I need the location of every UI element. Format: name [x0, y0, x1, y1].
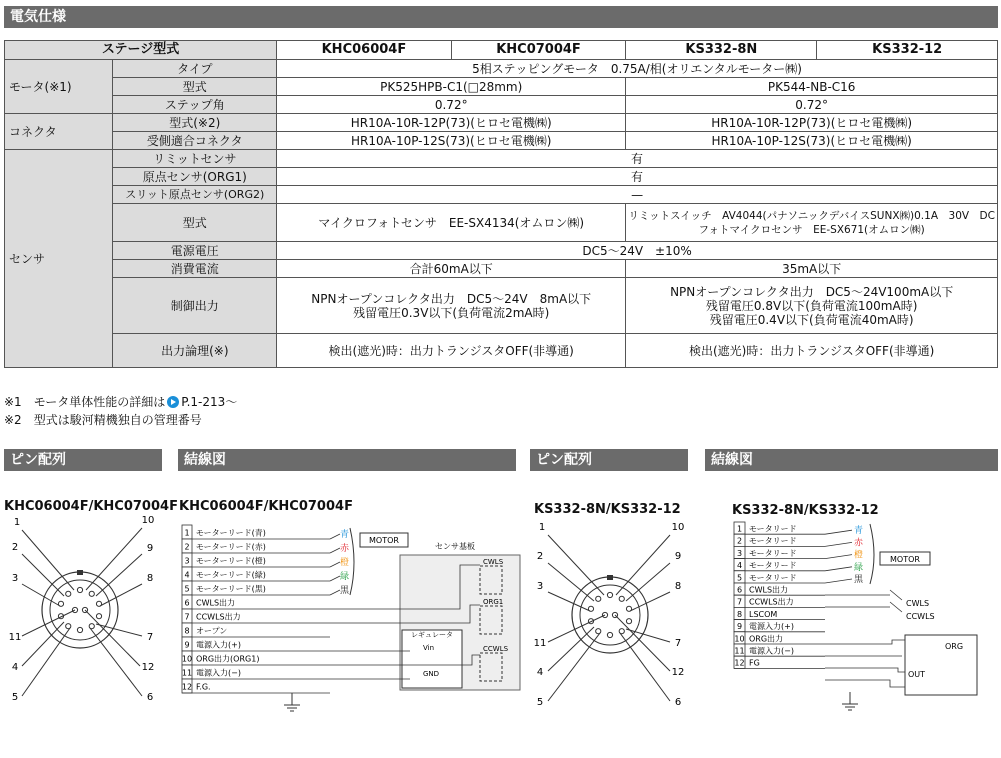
row-label: 受側適合コネクタ	[113, 132, 277, 150]
motor-bracket	[350, 528, 354, 595]
wire-color-label: 青	[340, 530, 350, 540]
cell-value: HR10A-10P-12S(73)(ヒロセ電機㈱)	[277, 132, 626, 150]
table-row	[5, 260, 998, 278]
wire-label: ORG出力	[749, 634, 784, 644]
row-label: 原点センサ(ORG1)	[113, 168, 277, 186]
pin-number-label: 3	[11, 573, 19, 584]
cell-value: PK544-NB-C16	[626, 78, 998, 96]
pin-number-label: 3	[536, 581, 544, 592]
wire-color-label: 橙	[340, 558, 350, 568]
cell-value: 35mA以下	[626, 260, 998, 278]
row-label: リミットセンサ	[113, 150, 277, 168]
pin-hole	[77, 587, 82, 592]
wire-number: 8	[736, 609, 743, 619]
wire-label: モータリード	[749, 536, 797, 546]
row-label: スリット原点センサ(ORG2)	[113, 186, 277, 204]
org-routes	[825, 640, 905, 687]
connector-key	[607, 575, 613, 580]
pin-number-label: 1	[13, 517, 21, 528]
cell-value: 合計60mA以下	[277, 260, 626, 278]
wire-color-label: 橙	[854, 550, 864, 561]
motor-bracket	[870, 524, 874, 584]
ground-icon	[284, 693, 300, 711]
cwls-label: CWLS	[483, 558, 504, 566]
pin-hole	[596, 596, 601, 601]
pin-number-label: 2	[11, 542, 19, 553]
pin-number-label: 7	[674, 638, 682, 649]
connector-outer-ring	[572, 577, 648, 653]
table-row	[5, 278, 998, 334]
pin-hole	[607, 632, 612, 637]
pin-number-label: 8	[674, 581, 682, 592]
wire-bend	[330, 548, 340, 553]
wire-number: 10	[181, 654, 193, 664]
pin-hole	[66, 591, 71, 596]
cell-value: 検出(遮光)時：出力トランジスタOFF(非導通)	[626, 334, 998, 368]
model-header: KHC06004F	[277, 41, 452, 60]
cell-value-multiline	[626, 204, 998, 242]
wire-number: 1	[184, 528, 190, 538]
table-row	[5, 186, 998, 204]
cell-value: 有	[277, 168, 998, 186]
wire-number: 9	[736, 622, 743, 632]
wire-label: CWLS出力	[749, 585, 789, 595]
row-label: タイプ	[113, 60, 277, 78]
wire-color-label: 赤	[854, 538, 864, 549]
wiring-model-right: KS332-8N/KS332-12	[732, 503, 879, 518]
wiring-header-left	[178, 449, 516, 471]
pin-number-label: 4	[11, 662, 19, 673]
wire-label: モーターリード(赤)	[196, 542, 266, 552]
cell-value: 5相ステッピングモータ 0.75A/相(オリエンタルモーター㈱)	[277, 60, 998, 78]
ground-icon	[842, 692, 858, 710]
wire-bend	[330, 534, 340, 539]
pin-hole	[619, 629, 624, 634]
cell-line: 残留電圧0.8V以下(負荷電流100mA時)	[705, 298, 918, 313]
table-row	[5, 204, 998, 242]
pin-leader-line	[620, 633, 670, 701]
stage-model-header: ステージ型式	[5, 41, 277, 60]
page-ref-link[interactable]: P.1-213〜	[181, 395, 238, 409]
wire-bend	[825, 542, 852, 546]
pin-hole	[626, 619, 631, 624]
wire-label: オープン	[196, 626, 228, 636]
cell-line: 残留電圧0.3V以下(負荷電流2mA時)	[353, 305, 550, 320]
pin-hole	[619, 596, 624, 601]
pin-hole	[66, 624, 71, 629]
org-sensor-box	[905, 635, 977, 695]
pin-leader-line	[96, 554, 142, 596]
pin-leader-line	[615, 615, 670, 671]
wire-bend	[825, 567, 852, 571]
pin-leader-line	[22, 622, 64, 666]
pin-leader-line	[90, 628, 142, 696]
row-label: 型式(※2)	[113, 114, 277, 132]
cell-value: —	[277, 186, 998, 204]
wire-label: FG	[749, 658, 760, 668]
pin-number-label: 10	[671, 522, 685, 533]
pin-hole	[96, 614, 101, 619]
table-row	[5, 334, 998, 368]
cell-value-multiline	[277, 278, 626, 334]
cell-value-multiline	[626, 278, 998, 334]
motor-label: MOTOR	[890, 555, 920, 564]
pin-hole	[596, 629, 601, 634]
pin-hole	[77, 627, 82, 632]
wire-bend	[825, 579, 852, 583]
table-row	[5, 150, 998, 168]
row-label: 出力論理(※)	[113, 334, 277, 368]
header-text: 結線図	[711, 452, 753, 468]
out-label: OUT	[908, 670, 926, 679]
cell-line: フォトマイクロセンサ EE-SX671(オムロン㈱)	[698, 223, 925, 236]
pin-number-label: 10	[141, 515, 155, 526]
wiring-header-right	[705, 449, 998, 471]
wire-number: 1	[736, 524, 743, 534]
pin-number-label: 12	[671, 667, 685, 678]
wire-color-label: 黒	[854, 575, 864, 585]
section-title: 電気仕様	[10, 9, 66, 25]
cell-line: NPNオープンコレクタ出力 DC5〜24V 8mA以下	[311, 291, 592, 306]
wire-label: モーターリード(橙)	[196, 556, 266, 566]
wire-number: 11	[734, 646, 745, 656]
pin-hole	[607, 592, 612, 597]
pin-number-label: 12	[141, 662, 155, 673]
header-text: ピン配列	[10, 452, 66, 468]
wire-number: 5	[736, 573, 743, 583]
footnote-text: ※1 モータ単体性能の詳細は	[4, 395, 166, 409]
cell-line: 残留電圧0.4V以下(負荷電流40mA時)	[709, 312, 914, 327]
wire-label: CWLS出力	[196, 598, 236, 608]
motor-label: MOTOR	[369, 536, 399, 545]
pin-leader-line	[626, 629, 670, 642]
wire-number: 7	[184, 612, 190, 622]
wire-number: 3	[736, 548, 743, 558]
wire-label: モータリード	[749, 573, 797, 583]
wire-bend	[330, 562, 340, 567]
wire-number: 4	[184, 570, 190, 580]
pin-leader-line	[86, 528, 142, 590]
table-row	[5, 96, 998, 114]
wire-label: 電源入力(−)	[196, 668, 241, 678]
wiring-diagram-right	[730, 522, 995, 717]
pin-hole	[89, 624, 94, 629]
cell-line: リミットスイッチ AV4044(パナソニックデバイスSUNX㈱)0.1A 30V DC	[628, 209, 995, 222]
wire-label: モーターリード(青)	[196, 528, 266, 538]
wire-number: 10	[734, 634, 745, 644]
footnote-2: ※2 型式は駿河精機独自の管理番号	[4, 413, 202, 427]
pin-leader-line	[548, 633, 600, 701]
switch-lines	[825, 590, 902, 612]
wire-label: LSCOM	[749, 609, 778, 619]
row-group-label: コネクタ	[5, 114, 113, 150]
ccwls-label: CCWLS	[906, 612, 935, 621]
wire-label: F.G.	[196, 682, 211, 692]
wire-label: モータリード	[749, 548, 797, 558]
header-text: 結線図	[184, 452, 226, 468]
wire-number: 11	[181, 668, 193, 678]
wire-number: 3	[184, 556, 190, 566]
pin-model-right: KS332-8N/KS332-12	[534, 502, 681, 517]
pin-number-label: 11	[8, 632, 22, 643]
spec-table	[4, 40, 998, 368]
table-row	[5, 132, 998, 150]
wiring-diagram-left	[180, 525, 525, 715]
wire-number: 6	[184, 598, 190, 608]
wire-color-label: 緑	[854, 562, 864, 573]
connector-key	[77, 570, 83, 575]
cell-value: HR10A-10R-12P(73)(ヒロセ電機㈱)	[626, 114, 998, 132]
cell-value: 検出(遮光)時：出力トランジスタOFF(非導通)	[277, 334, 626, 368]
wire-number: 8	[184, 626, 190, 636]
pin-hole	[89, 591, 94, 596]
row-label: 型式	[113, 78, 277, 96]
wire-label: ORG出力(ORG1)	[196, 654, 260, 664]
footnote-1	[4, 393, 237, 410]
row-label: 型式	[113, 204, 277, 242]
cell-value: DC5〜24V ±10%	[277, 242, 998, 260]
wire-label: CCWLS出力	[196, 612, 241, 622]
pin-leader-line	[22, 628, 70, 696]
wire-color-label: 赤	[340, 544, 350, 554]
row-label: 電源電圧	[113, 242, 277, 260]
wire-bend	[330, 576, 340, 581]
pin-header-left	[4, 449, 162, 471]
row-group-label: センサ	[5, 150, 113, 368]
wire-number: 4	[736, 561, 743, 571]
pin-number-label: 7	[146, 632, 154, 643]
wire-color-label: 青	[854, 526, 864, 537]
wire-number: 9	[184, 640, 190, 650]
org-label: ORG	[945, 642, 964, 651]
page-ref-icon	[167, 396, 179, 408]
cell-value: HR10A-10P-12S(73)(ヒロセ電機㈱)	[626, 132, 998, 150]
wire-label: 電源入力(+)	[196, 640, 241, 650]
pin-diagram-right	[530, 515, 700, 715]
pin-number-label: 2	[536, 551, 544, 562]
pin-number-label: 5	[536, 697, 544, 708]
wire-number: 7	[736, 597, 743, 607]
pin-number-label: 1	[538, 522, 546, 533]
wire-bend	[825, 555, 852, 559]
pin-number-label: 9	[674, 551, 682, 562]
wire-label: CCWLS出力	[749, 597, 794, 607]
wire-color-label: 緑	[340, 572, 350, 582]
pin-number-label: 8	[146, 573, 154, 584]
header-text: ピン配列	[536, 452, 592, 468]
wire-bend	[330, 590, 340, 595]
sensor-board-label: センサ基板	[435, 542, 475, 551]
cell-value: 有	[277, 150, 998, 168]
table-row	[5, 78, 998, 96]
table-row	[5, 60, 998, 78]
wire-label: モータリード	[749, 524, 797, 534]
vin-label: Vin	[423, 644, 435, 652]
ccwls-label: CCWLS	[483, 645, 509, 653]
cell-value: マイクロフォトセンサ EE-SX4134(オムロン㈱)	[277, 204, 626, 242]
wire-number: 5	[184, 584, 190, 594]
wire-number: 12	[734, 658, 745, 668]
cell-value: HR10A-10R-12P(73)(ヒロセ電機㈱)	[277, 114, 626, 132]
pin-number-label: 5	[11, 692, 19, 703]
wire-label: モーターリード(黒)	[196, 584, 266, 594]
wire-label: 電源入力(−)	[749, 646, 794, 656]
pin-model-left: KHC06004F/KHC07004F	[4, 499, 178, 514]
model-header: KHC07004F	[451, 41, 626, 60]
cell-value: PK525HPB-C1(□28mm)	[277, 78, 626, 96]
table-row	[5, 242, 998, 260]
pin-header-right	[530, 449, 688, 471]
model-header: KS332-8N	[626, 41, 817, 60]
pin-leader-line	[630, 592, 670, 611]
gnd-label: GND	[423, 670, 440, 678]
wiring-model-left: KHC06004F/KHC07004F	[179, 499, 353, 514]
cell-line: NPNオープンコレクタ出力 DC5〜24V100mA以下	[670, 284, 954, 299]
pin-number-label: 11	[533, 638, 547, 649]
section-header	[4, 6, 998, 28]
wire-label: モータリード	[749, 561, 797, 571]
pin-number-label: 6	[146, 692, 154, 703]
wire-number: 2	[184, 542, 190, 552]
wire-label: モーターリード(緑)	[196, 570, 266, 580]
pin-number-label: 4	[536, 667, 544, 678]
wire-color-label: 黒	[340, 586, 350, 596]
table-row	[5, 114, 998, 132]
wire-number: 2	[736, 536, 743, 546]
cwls-label: CWLS	[906, 599, 930, 608]
table-header-row	[5, 41, 998, 60]
pin-number-label: 6	[674, 697, 682, 708]
pin-leader-line	[548, 627, 594, 671]
cell-value: 0.72°	[277, 96, 626, 114]
row-group-label: モータ(※1)	[5, 60, 113, 114]
org1-label: ORG1	[483, 598, 504, 606]
pin-number-label: 9	[146, 543, 154, 554]
row-label: 消費電流	[113, 260, 277, 278]
model-header: KS332-12	[817, 41, 998, 60]
pin-diagram-left	[0, 510, 170, 720]
connector-outer-ring	[42, 572, 118, 648]
cell-value: 0.72°	[626, 96, 998, 114]
wire-number: 6	[736, 585, 743, 595]
regulator-label: レギュレータ	[411, 631, 453, 639]
wire-number: 12	[181, 682, 193, 692]
row-label: 制御出力	[113, 278, 277, 334]
row-label: ステップ角	[113, 96, 277, 114]
pin-leader-line	[22, 530, 74, 590]
wire-label: 電源入力(+)	[749, 622, 794, 632]
pin-leader-line	[22, 554, 64, 596]
table-row	[5, 168, 998, 186]
wire-bend	[825, 530, 852, 534]
